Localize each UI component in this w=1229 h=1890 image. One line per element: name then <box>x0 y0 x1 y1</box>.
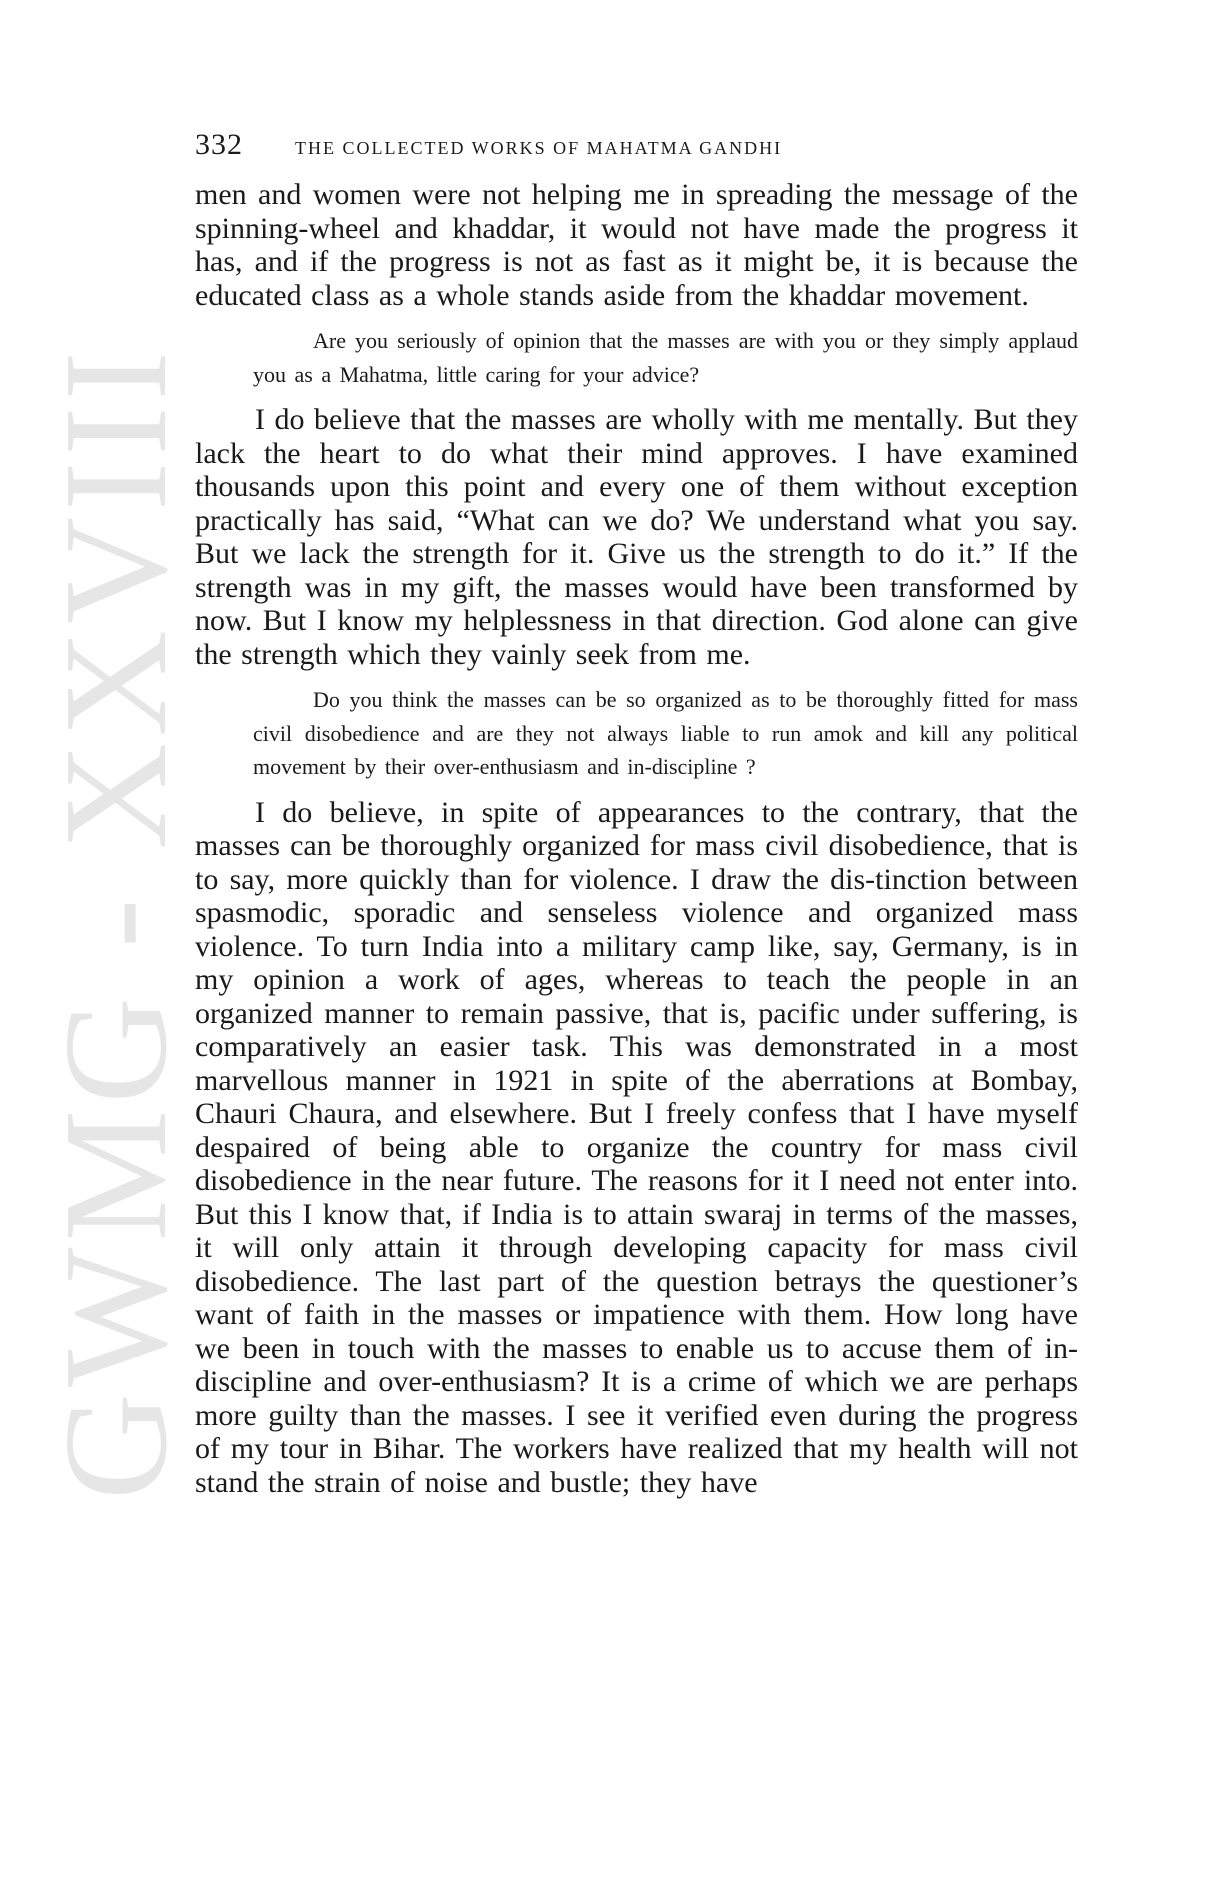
answer-1: I do believe that the masses are wholly with me mentally. But they lack the heart to do what their mind approves. I have examined thousands upon this point and every one of them without exception practically has said, “What can we do? We understand what you say. But we lack the strength for it. Give us the strength to do it.” If the strength was in my gift, the masses would have been transformed by now. But I know my helplessness in that direction. God alone can give the strength which they vainly seek from me. <box>195 403 1078 671</box>
page-header <box>195 128 1078 168</box>
page-number: 332 <box>195 128 243 161</box>
paragraph-continuation: men and women were not helping me in spreading the message of the spinning-wheel and khaddar, it would not have made the progress it has, and if the progress is not as fast as it might be, it is because the educated class as a whole stands aside from the khaddar movement. <box>195 178 1078 312</box>
running-head: THE COLLECTED WORKS OF MAHATMA GANDHI <box>295 138 783 158</box>
watermark-text: GWMG - XXVIII <box>34 345 198 1500</box>
question-2: Do you think the masses can be so organized as to be thoroughly fitted for mass civil disobedience and are they not always liable to run amok and kill any political movement by their over-enthusiasm and in-discipline ? <box>253 687 1078 779</box>
answer-2: I do believe, in spite of appearances to the contrary, that the masses can be thoroughly organized for mass civil disobedience, that is to say, more quickly than for violence. I draw the dis-tinction between spasmodic, sporadic and senseless violence and organized mass violence. To turn India into a military camp like, say, Germany, is in my opinion a work of ages, whereas to teach the people in an organized manner to remain passive, that is, pacific under suffering, is comparatively an easier task. This was demonstrated in a most marvellous manner in 1921 in spite of the aberrations at Bombay, Chauri Chaura, and elsewhere. But I freely confess that I have myself despaired of being able to organize the country for mass civil disobedience in the near future. The reasons for it I need not enter into. But this I know that, if India is to attain swaraj in terms of the masses, it will only attain it through developing capacity for mass civil disobedience. The last part of the question betrays the questioner’s want of faith in the masses or impatience with them. How long have we been in touch with the masses to enable us to accuse them of in-discipline and over-enthusiasm? It is a crime of which we are perhaps more guilty than the masses. I see it verified even during the progress of my tour in Bihar. The workers have realized that my health will not stand the strain of noise and bustle; they have <box>195 795 1078 1499</box>
question-1: Are you seriously of opinion that the masses are with you or they simply applaud you as a Mahatma, little caring for your advice? <box>253 328 1078 387</box>
page <box>195 128 1078 1499</box>
